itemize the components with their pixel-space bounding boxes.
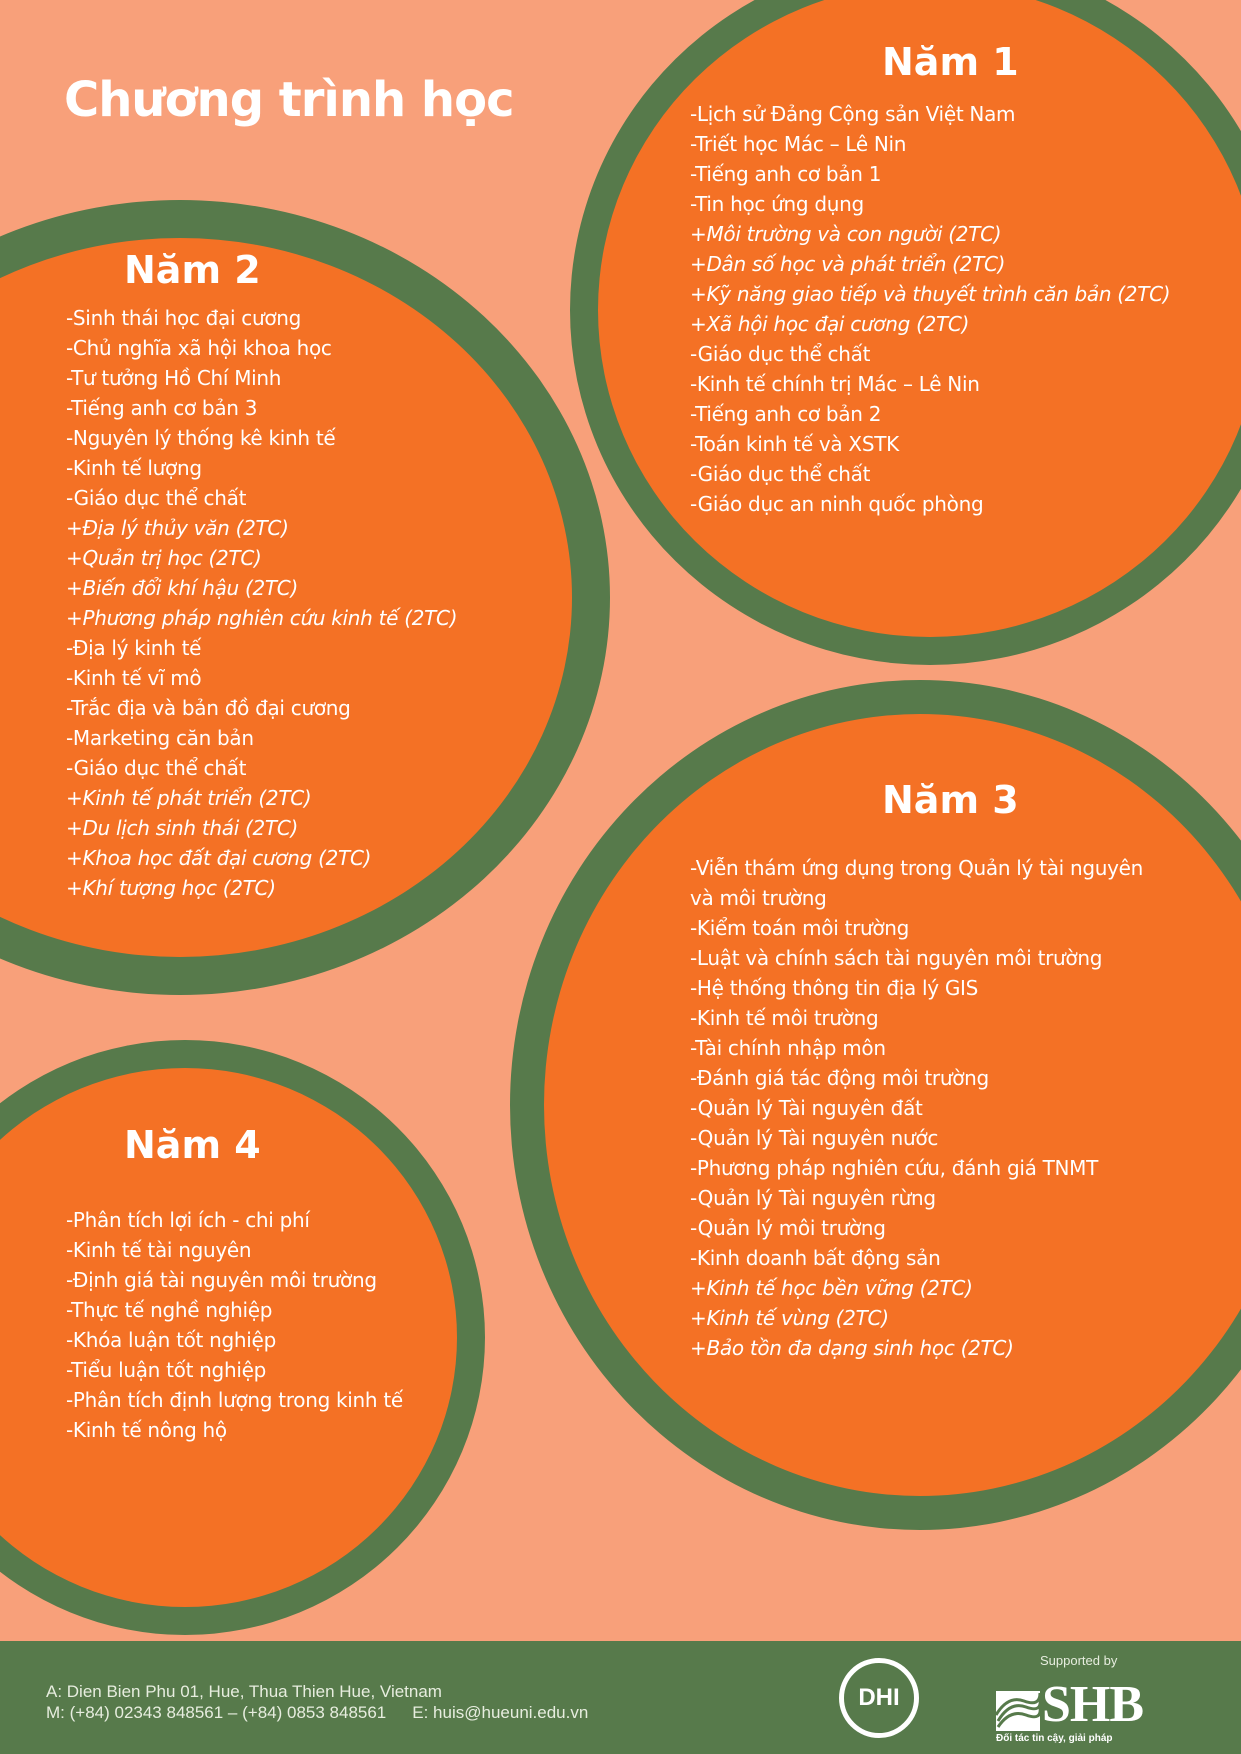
course-item: -Hệ thống thông tin địa lý GIS bbox=[690, 976, 979, 1000]
course-item: +Địa lý thủy văn (2TC) bbox=[66, 516, 289, 540]
course-item: +Khí tượng học (2TC) bbox=[66, 876, 276, 900]
course-item: +Kỹ năng giao tiếp và thuyết trình căn bản (2TC) bbox=[690, 282, 1171, 306]
course-item: -Địa lý kinh tế bbox=[66, 636, 202, 660]
course-item: -Phân tích lợi ích - chi phí bbox=[66, 1208, 310, 1232]
contact-info bbox=[46, 1681, 588, 1723]
course-item: +Kinh tế vùng (2TC) bbox=[690, 1306, 889, 1330]
course-item: -Tiếng anh cơ bản 3 bbox=[66, 396, 258, 420]
course-item: -Kinh tế lượng bbox=[66, 456, 202, 480]
footer bbox=[0, 1641, 1241, 1754]
course-item: -Kinh tế nông hộ bbox=[66, 1418, 227, 1442]
year-3-heading: Năm 3 bbox=[882, 778, 1019, 822]
course-item: -Kinh doanh bất động sản bbox=[690, 1246, 941, 1270]
course-item: -Lịch sử Đảng Cộng sản Việt Nam bbox=[690, 102, 1016, 126]
course-item: -Viễn thám ứng dụng trong Quản lý tài nguyên và môi trường bbox=[690, 856, 1144, 910]
year-1-course-list bbox=[690, 99, 1170, 519]
sponsor-tagline: Đối tác tin cậy, giải pháp bbox=[996, 1733, 1113, 1744]
course-item: -Quản lý Tài nguyên đất bbox=[690, 1096, 923, 1120]
course-item: +Biến đổi khí hậu (2TC) bbox=[66, 576, 298, 600]
year-2-heading: Năm 2 bbox=[124, 248, 261, 292]
page-title: Chương trình học bbox=[64, 72, 514, 128]
course-item: -Giáo dục thể chất bbox=[66, 486, 247, 510]
course-item: +Du lịch sinh thái (2TC) bbox=[66, 816, 299, 840]
course-item: -Khóa luận tốt nghiệp bbox=[66, 1328, 276, 1352]
phone-text: M: (+84) 02343 848561 – (+84) 0853 848561 bbox=[46, 1703, 387, 1722]
course-item: -Tiểu luận tốt nghiệp bbox=[66, 1358, 266, 1382]
course-item: -Trắc địa và bản đồ đại cương bbox=[66, 696, 351, 720]
course-item: -Kinh tế tài nguyên bbox=[66, 1238, 252, 1262]
course-item: -Nguyên lý thống kê kinh tế bbox=[66, 426, 336, 450]
course-item: -Đánh giá tác động môi trường bbox=[690, 1066, 989, 1090]
course-item: -Giáo dục thể chất bbox=[690, 462, 871, 486]
course-item: +Khoa học đất đại cương (2TC) bbox=[66, 846, 372, 870]
course-item: +Kinh tế phát triển (2TC) bbox=[66, 786, 312, 810]
course-item: +Kinh tế học bền vững (2TC) bbox=[690, 1276, 973, 1300]
dhi-logo: DHI bbox=[839, 1658, 919, 1738]
course-item: -Phương pháp nghiên cứu, đánh giá TNMT bbox=[690, 1156, 1099, 1180]
course-item: +Xã hội học đại cương (2TC) bbox=[690, 312, 970, 336]
sponsor-name: SHB bbox=[1042, 1676, 1144, 1733]
course-item: -Luật và chính sách tài nguyên môi trường bbox=[690, 946, 1103, 970]
course-item: -Tiếng anh cơ bản 2 bbox=[690, 402, 882, 426]
course-item: -Chủ nghĩa xã hội khoa học bbox=[66, 336, 332, 360]
course-item: -Giáo dục thể chất bbox=[690, 342, 871, 366]
year-3-course-list bbox=[690, 853, 1160, 1363]
address-text: A: Dien Bien Phu 01, Hue, Thua Thien Hue, Vietnam bbox=[46, 1682, 442, 1701]
course-item: -Quản lý môi trường bbox=[690, 1216, 886, 1240]
year-1-heading: Năm 1 bbox=[882, 40, 1019, 84]
year-2-course-list bbox=[66, 303, 457, 903]
year-4-course-list bbox=[66, 1205, 403, 1445]
course-item: -Giáo dục an ninh quốc phòng bbox=[690, 492, 984, 516]
course-item: -Tiếng anh cơ bản 1 bbox=[690, 162, 882, 186]
course-item: -Kiểm toán môi trường bbox=[690, 916, 910, 940]
course-item: +Quản trị học (2TC) bbox=[66, 546, 262, 570]
course-item: -Thực tế nghề nghiệp bbox=[66, 1298, 273, 1322]
course-item: -Phân tích định lượng trong kinh tế bbox=[66, 1388, 403, 1412]
course-item: -Kinh tế chính trị Mác – Lê Nin bbox=[690, 372, 980, 396]
course-item: -Toán kinh tế và XSTK bbox=[690, 432, 899, 456]
course-item: -Định giá tài nguyên môi trường bbox=[66, 1268, 377, 1292]
sponsor-logo bbox=[990, 1653, 1190, 1748]
course-item: -Giáo dục thể chất bbox=[66, 756, 247, 780]
course-item: -Kinh tế môi trường bbox=[690, 1006, 879, 1030]
course-item: -Kinh tế vĩ mô bbox=[66, 666, 202, 690]
supported-by-label: Supported by bbox=[1040, 1653, 1118, 1668]
course-item: -Sinh thái học đại cương bbox=[66, 306, 302, 330]
email-link[interactable]: E: huis@hueuni.edu.vn bbox=[412, 1703, 589, 1722]
course-item: +Môi trường và con người (2TC) bbox=[690, 222, 1002, 246]
course-item: -Tài chính nhập môn bbox=[690, 1036, 886, 1060]
course-item: -Quản lý Tài nguyên rừng bbox=[690, 1186, 936, 1210]
course-item: -Triết học Mác – Lê Nin bbox=[690, 132, 907, 156]
course-item: -Tin học ứng dụng bbox=[690, 192, 864, 216]
course-item: +Bảo tồn đa dạng sinh học (2TC) bbox=[690, 1336, 1014, 1360]
year-4-heading: Năm 4 bbox=[124, 1123, 261, 1167]
shb-wave-icon bbox=[996, 1691, 1040, 1731]
course-item: -Marketing căn bản bbox=[66, 726, 254, 750]
course-item: -Tư tưởng Hồ Chí Minh bbox=[66, 366, 282, 390]
course-item: +Phương pháp nghiên cứu kinh tế (2TC) bbox=[66, 606, 458, 630]
course-item: +Dân số học và phát triển (2TC) bbox=[690, 252, 1006, 276]
course-item: -Quản lý Tài nguyên nước bbox=[690, 1126, 939, 1150]
